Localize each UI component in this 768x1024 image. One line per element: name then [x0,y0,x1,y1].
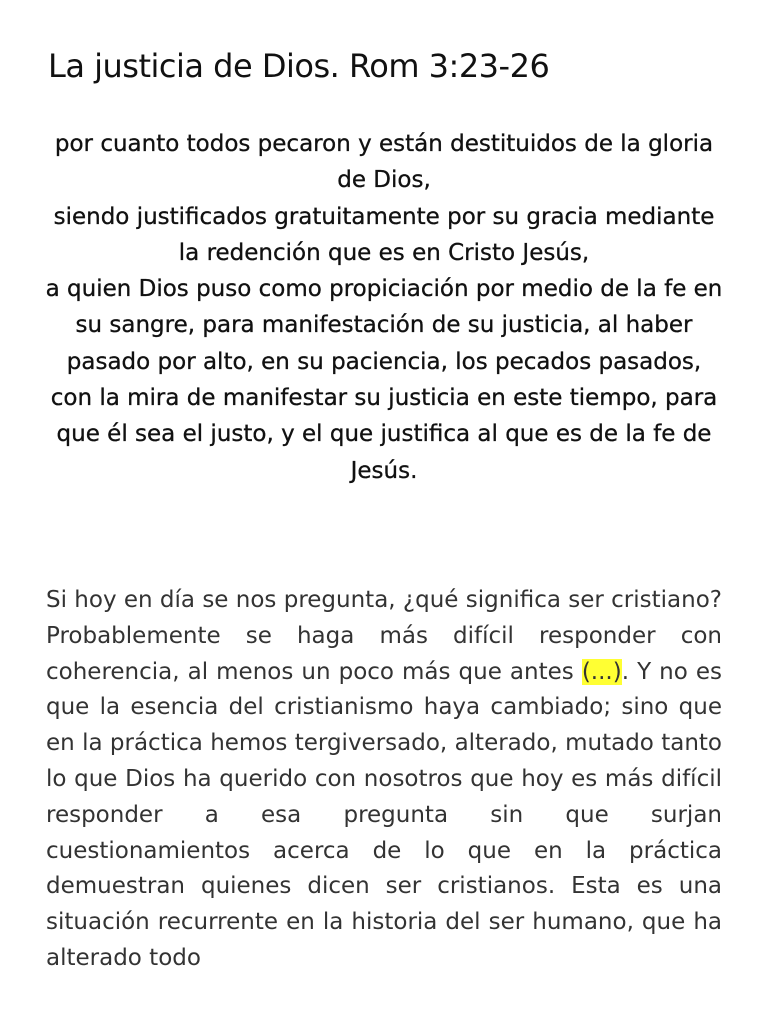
verse-line: siendo justificados gratuitamente por su gracia mediante la redención que es en Cristo Jesús, [53,203,715,266]
scripture-passage [44,126,724,489]
verse-line: por cuanto todos pecaron y están destituidos de la gloria de Dios, [54,131,714,194]
highlighted-ellipsis: (...) [581,658,622,685]
page-title: La justicia de Dios. Rom 3:23-26 [48,47,550,85]
body-paragraph [46,583,722,977]
verse-line: con la mira de manifestar su justicia en este tiempo, para que él sea el justo, y el que justifica al que es de la fe de Jesús. [50,385,718,484]
paragraph-text-start: Si hoy en día se nos pregunta, ¿qué significa ser cristiano? Probablemente se haga más difícil responder con coherencia, al menos un poco más que antes [46,587,722,685]
paragraph-text-end: . Y no es que la esencia del cristianismo haya cambiado; sino que en la práctica hemos tergiversado, alterado, mutado tanto lo que Dios ha querido con nosotros que hoy es más difícil responder a esa pregunta sin que surjan cuestionamientos acerca de lo que en la práctica demuestran quienes dicen ser cristianos. Esta es una situación recurrente en la historia del ser humano, que ha alterado todo [46,658,722,971]
verse-line: a quien Dios puso como propiciación por medio de la fe en su sangre, para manifestación de su justicia, al haber pasado por alto, en su paciencia, los pecados pasados, [45,276,723,375]
